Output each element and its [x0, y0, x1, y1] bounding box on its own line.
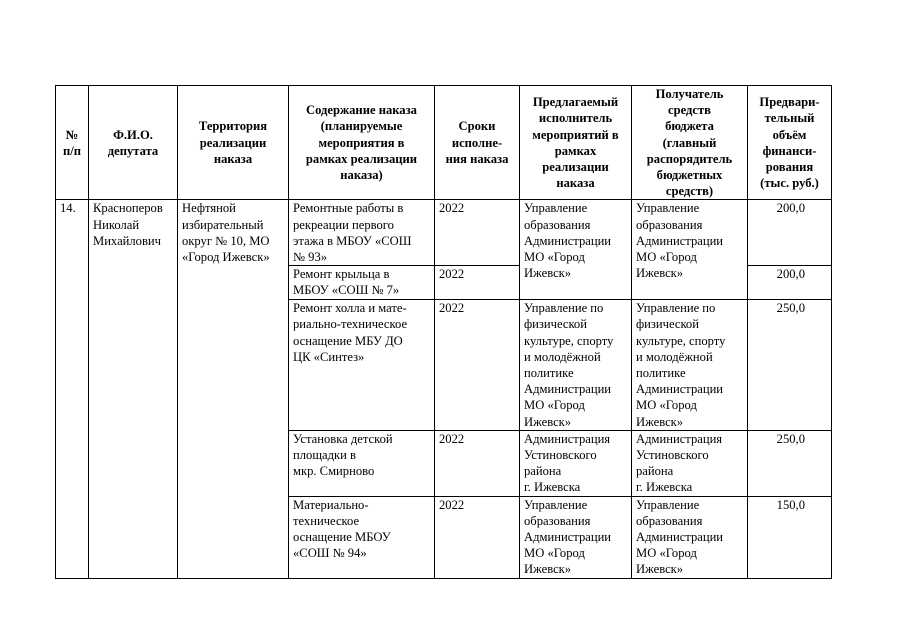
mandate-content: Ремонтные работы в рекреации первого этажа в МБОУ «СОШ № 93»: [289, 200, 435, 266]
mandate-content: Ремонт крыльца в МБОУ «СОШ № 7»: [289, 266, 435, 300]
deadline: 2022: [435, 300, 520, 431]
deputy-mandates-table: [55, 85, 832, 579]
funding-amount: 250,0: [748, 300, 832, 431]
header-deadline: Сроки исполне- ния наказа: [435, 86, 520, 200]
header-territory: Территория реализации наказа: [178, 86, 289, 200]
deadline: 2022: [435, 266, 520, 300]
header-proposed-executor: Предлагаемый исполнитель мероприятий в рамках реализации наказа: [520, 86, 632, 200]
mandate-content: Ремонт холла и мате- риально-техническое оснащение МБУ ДО ЦК «Синтез»: [289, 300, 435, 431]
header-mandate-content: Содержание наказа (планируемые мероприятия в рамках реализации наказа): [289, 86, 435, 200]
proposed-executor: Управление образования Администрации МО «Город Ижевск»: [520, 200, 632, 300]
deadline: 2022: [435, 430, 520, 496]
budget-recipient: Управление образования Администрации МО «Город Ижевск»: [632, 200, 748, 300]
budget-recipient: Управление по физической культуре, спорту и молодёжной политике Администрации МО «Город Ижевск»: [632, 300, 748, 431]
funding-amount: 150,0: [748, 496, 832, 578]
budget-recipient: Управление образования Администрации МО «Город Ижевск»: [632, 496, 748, 578]
header-number: № п/п: [56, 86, 89, 200]
territory: Нефтяной избирательный округ № 10, МО «Город Ижевск»: [178, 200, 289, 578]
deadline: 2022: [435, 496, 520, 578]
header-funding-amount: Предвари- тельный объём финанси- рования (тыс. руб.): [748, 86, 832, 200]
deadline: 2022: [435, 200, 520, 266]
funding-amount: 250,0: [748, 430, 832, 496]
proposed-executor: Администрация Устиновского района г. Ижевска: [520, 430, 632, 496]
header-deputy-name: Ф.И.О. депутата: [89, 86, 178, 200]
funding-amount: 200,0: [748, 266, 832, 300]
budget-recipient: Администрация Устиновского района г. Ижевска: [632, 430, 748, 496]
deputy-name: Красноперов Николай Михайлович: [89, 200, 178, 578]
table-header-row: [56, 86, 832, 200]
mandate-content: Установка детской площадки в мкр. Смирново: [289, 430, 435, 496]
row-number: 14.: [56, 200, 89, 578]
funding-amount: 200,0: [748, 200, 832, 266]
table-row: [56, 200, 832, 266]
header-budget-recipient: Получатель средств бюджета (главный распорядитель бюджетных средств): [632, 86, 748, 200]
proposed-executor: Управление образования Администрации МО «Город Ижевск»: [520, 496, 632, 578]
mandate-content: Материально- техническое оснащение МБОУ «СОШ № 94»: [289, 496, 435, 578]
proposed-executor: Управление по физической культуре, спорту и молодёжной политике Администрации МО «Город Ижевск»: [520, 300, 632, 431]
